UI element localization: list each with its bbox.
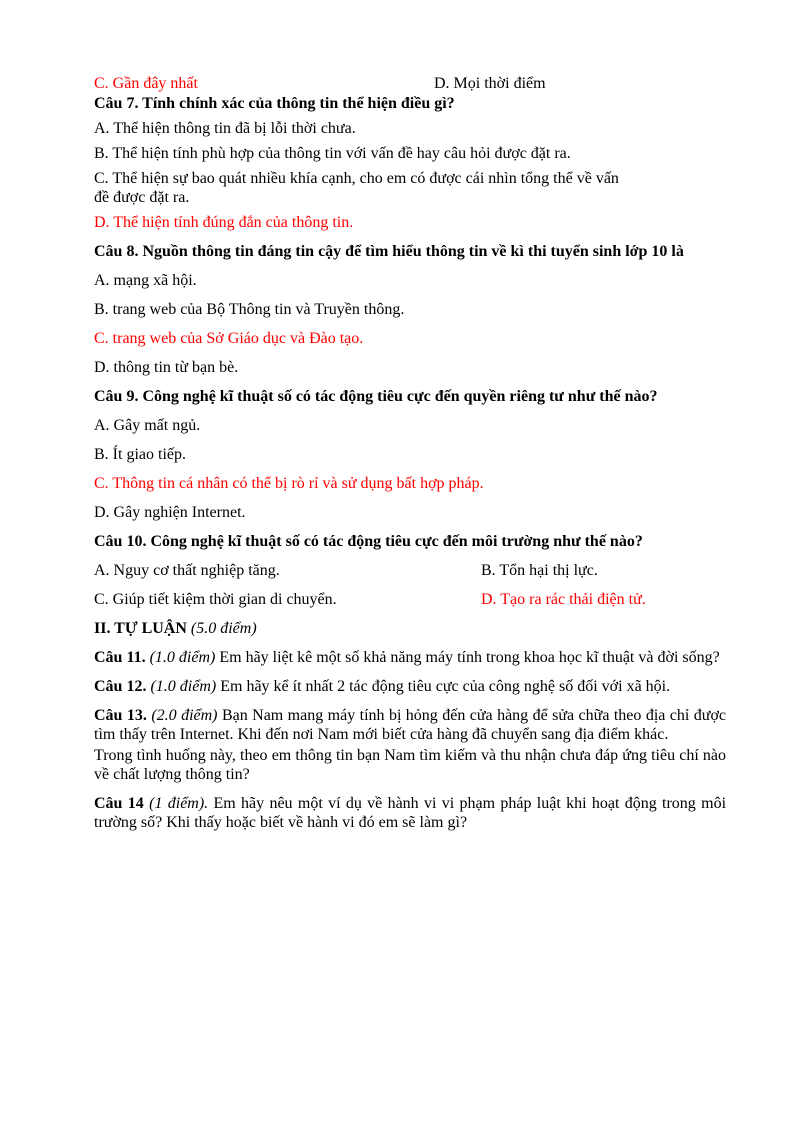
q6-options-row — [94, 74, 726, 93]
section-2-score: (5.0 điểm) — [190, 620, 257, 637]
q6-option-d: D. Mọi thời điểm — [434, 75, 546, 92]
q13-text: Bạn Nam mang máy tính bị hỏng đến cửa hàng để sửa chữa theo địa chỉ được tìm thấy trên Internet. Khi đến nơi Nam mới biết cửa hàng đã chuyển sang địa điểm khác. — [94, 707, 727, 743]
q8-option-b: B. trang web của Bộ Thông tin và Truyền thông. — [94, 301, 405, 318]
q7-option-b: B. Thể hiện tính phù hợp của thông tin với vấn đề hay câu hỏi được đặt ra. — [94, 145, 571, 162]
q10-options-row-2 — [94, 590, 726, 609]
q10-option-a: A. Nguy cơ thất nghiệp tăng. — [94, 562, 280, 579]
section-2-heading — [94, 619, 726, 638]
q13-score: (2.0 điểm) — [151, 707, 218, 724]
q7-option-d: D. Thể hiện tính đúng đắn của thông tin. — [94, 214, 354, 231]
q6-option-c: C. Gần đây nhất — [94, 75, 198, 92]
q9-option-c: C. Thông tin cá nhân có thể bị rò rỉ và sử dụng bất hợp pháp. — [94, 475, 484, 492]
q8-option-c: C. trang web của Sở Giáo dục và Đào tạo. — [94, 330, 364, 347]
q9-stem: Câu 9. Công nghệ kĩ thuật số có tác động tiêu cực đến quyền riêng tư như thế nào? — [94, 388, 658, 405]
q9-option-a: A. Gây mất ngủ. — [94, 417, 201, 434]
q12-text: Em hãy kể ít nhất 2 tác động tiêu cực của công nghệ số đối với xã hội. — [216, 678, 671, 695]
section-2-title: II. TỰ LUẬN — [94, 620, 187, 637]
q10-stem: Câu 10. Công nghệ kĩ thuật số có tác động tiêu cực đến môi trường như thế nào? — [94, 533, 643, 550]
q14-score: (1 điểm). — [149, 795, 209, 812]
q10-option-d: D. Tạo ra rác thải điện tử. — [481, 591, 646, 608]
q12-label: Câu 12. — [94, 678, 147, 695]
q10-option-c: C. Giúp tiết kiệm thời gian di chuyển. — [94, 591, 337, 608]
q11-text: Em hãy liệt kê một số khả năng máy tính trong khoa học kĩ thuật và đời sống? — [215, 649, 720, 666]
q8-option-a: A. mạng xã hội. — [94, 272, 197, 289]
q7-stem: Câu 7. Tính chính xác của thông tin thể hiện điều gì? — [94, 95, 455, 112]
q7-option-a: A. Thể hiện thông tin đã bị lỗi thời chưa. — [94, 120, 356, 137]
q12-paragraph — [94, 677, 726, 696]
q9-option-d: D. Gây nghiện Internet. — [94, 504, 246, 521]
q9-option-b: B. Ít giao tiếp. — [94, 446, 186, 463]
q13-paragraph — [94, 706, 726, 744]
q14-text: Em hãy nêu một ví dụ về hành vi vi phạm pháp luật khi hoạt động trong môi trường số? Khi thấy hoặc biết về hành vi đó em sẽ làm gì? — [94, 795, 727, 831]
q11-label: Câu 11. — [94, 649, 146, 666]
q11-paragraph — [94, 648, 726, 667]
q8-stem: Câu 8. Nguồn thông tin đáng tin cậy để tìm hiểu thông tin về kì thi tuyển sinh lớp 10 là — [94, 243, 684, 260]
q13-label: Câu 13. — [94, 707, 147, 724]
q14-paragraph — [94, 794, 726, 832]
q14-label: Câu 14 — [94, 795, 144, 812]
q11-score: (1.0 điểm) — [149, 649, 216, 666]
q10-options-row-1 — [94, 561, 726, 580]
q12-score: (1.0 điểm) — [150, 678, 217, 695]
q13-paragraph-2: Trong tình huống này, theo em thông tin bạn Nam tìm kiếm và thu nhận chưa đáp ứng tiêu chí nào về chất lượng thông tin? — [94, 747, 726, 783]
exam-page — [94, 74, 726, 832]
q7-option-c-line1: C. Thể hiện sự bao quát nhiều khía cạnh, cho em có được cái nhìn tổng thể về vấn — [94, 170, 619, 187]
q8-option-d: D. thông tin từ bạn bè. — [94, 359, 239, 376]
q7-option-c-line2: đề được đặt ra. — [94, 189, 190, 206]
q10-option-b: B. Tổn hại thị lực. — [481, 562, 598, 579]
